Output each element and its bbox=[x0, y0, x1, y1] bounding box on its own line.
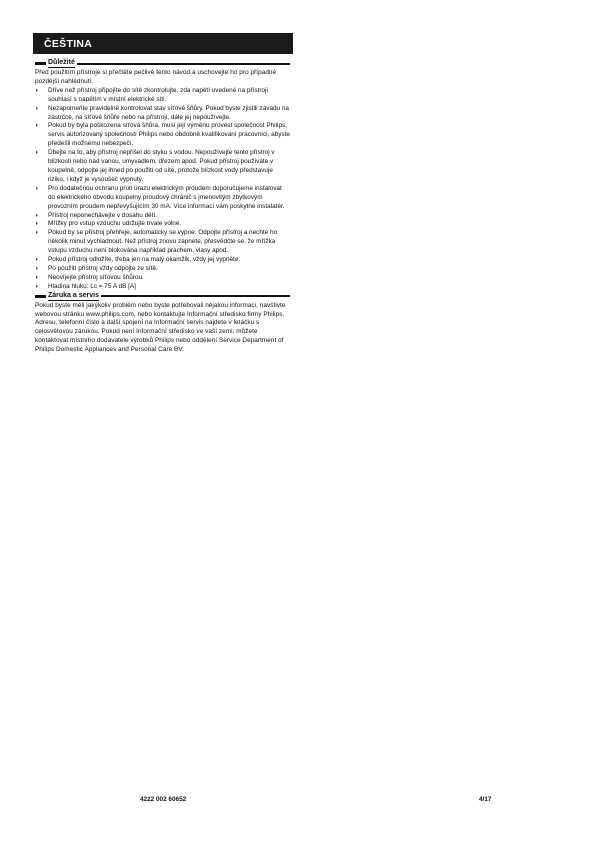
section-heading-text: Důležité bbox=[48, 59, 75, 66]
list-item-text: Dbejte na to, aby přístroj nepřišel do styku s vodou. Nepoužívejte tento přístroj v blízkosti nebo nad vanou, umyvadlem, dřezem apod. Pokud přístroj používáte v koupelně, odpojte jej ihned po použití od sítě, protože blízkost vody představuje riziko, i když je vysoušeč vypnutý. bbox=[48, 149, 275, 183]
list-item bbox=[35, 122, 290, 149]
triangle-bullet-icon: ◗ bbox=[35, 283, 39, 290]
list-item-text: Nezapomeňte pravidelně kontrolovat stav síťové šňůry. Pokud byste zjistili závadu na zástrčce, na síťové šňůře nebo na přístroji, dále jej nepoužívejte. bbox=[48, 104, 289, 121]
safety-list bbox=[35, 87, 290, 292]
list-item bbox=[35, 283, 290, 292]
section-heading-important bbox=[35, 59, 290, 68]
triangle-bullet-icon: ◗ bbox=[35, 150, 39, 157]
list-item bbox=[35, 185, 290, 212]
list-item-text: Hladina hluku: Lc = 75 A dB [A] bbox=[48, 282, 136, 290]
list-item bbox=[35, 105, 290, 123]
triangle-bullet-icon: ◗ bbox=[35, 212, 39, 219]
list-item-text: Neovíjejte přístroj síťovou šňůrou. bbox=[48, 273, 144, 281]
section-heading-warranty bbox=[35, 292, 290, 301]
warranty-paragraph: Pokud byste měli jakýkoliv problém nebo byste potřebovali nějakou informaci, navštivte webovou stránku www.philips.com, nebo kontaktujte Informační středisko firmy Philips. Adresu, telefonní číslo a další spojení na Informační servis najdete v letáčku s celosvětovou zárukou. Pokud není Informační středisko ve vaší zemi, můžete kontaktovat místního dodavatele výrobků Philips nebo oddělení Service Department of Philips Domestic Appliances and Personal Care BV. bbox=[35, 301, 286, 354]
list-item bbox=[35, 212, 290, 221]
section-heading-text: Záruka a servis bbox=[48, 291, 99, 299]
triangle-bullet-icon: ◗ bbox=[35, 185, 39, 192]
document-code: 4222 002 60652 bbox=[140, 796, 187, 803]
list-item bbox=[35, 220, 290, 229]
list-item bbox=[35, 256, 290, 265]
heading-rule-left bbox=[35, 62, 46, 65]
list-item-text: Po použití přístroj vždy odpojte ze sítě. bbox=[48, 264, 158, 272]
list-item-text: Dříve než přístroj připojíte do sítě zkontrolujte, zda napětí uvedené na přístroji souhlasí s napětím v místní elektrické síti. bbox=[48, 86, 268, 103]
triangle-bullet-icon: ◗ bbox=[35, 105, 39, 112]
language-header: ČEŠTINA bbox=[33, 33, 293, 54]
heading-rule-right bbox=[77, 63, 290, 65]
list-item bbox=[35, 87, 290, 105]
triangle-bullet-icon: ◗ bbox=[35, 221, 39, 228]
triangle-bullet-icon: ◗ bbox=[35, 265, 39, 272]
list-item-text: Mřížky pro vstup vzduchu udržujte trvale volné. bbox=[48, 220, 182, 228]
list-item bbox=[35, 265, 290, 274]
page-number: 4/17 bbox=[479, 796, 492, 803]
triangle-bullet-icon: ◗ bbox=[35, 257, 39, 264]
list-item-text: Pokud přístroj odložíte, třeba jen na malý okamžik, vždy jej vypněte. bbox=[48, 256, 241, 264]
triangle-bullet-icon: ◗ bbox=[35, 230, 39, 237]
list-item-text: Přístroj neponechávejte v dosahu dětí. bbox=[48, 211, 158, 219]
intro-paragraph: Před použitím přístroje si přečtěte pečlivě tento návod a uschovejte ho pro případné pozdější nahlédnutí. bbox=[35, 69, 277, 85]
triangle-bullet-icon: ◗ bbox=[35, 87, 39, 94]
list-item-text: Pokud by byla poškozena síťová šňůra, musí její výměnu provést společnost Philips, servis autorizovaný společností Philips nebo obdobně kvalifikovaní pracovníci, abyste předešli možnému nebezpečí. bbox=[48, 122, 290, 148]
triangle-bullet-icon: ◗ bbox=[35, 274, 39, 281]
list-item bbox=[35, 149, 290, 185]
heading-rule-left bbox=[35, 295, 46, 298]
list-item bbox=[35, 229, 290, 256]
document-body bbox=[35, 59, 290, 355]
heading-rule-right bbox=[101, 295, 290, 297]
list-item-text: Pro dodatečnou ochranu proti úrazu elektrickým proudem doporučujeme instalovat do elektrického obvodu koupelny proudový chránič s jmenovitým zbytkovým provozním proudem nepřevyšujícím 30 mA. Více informací vám poskytne instalatér. bbox=[48, 184, 285, 210]
list-item-text: Pokud by se přístroj přehřeje, automaticky se vypne. Odpojte přístroj a nechte ho několik minut vychladnout. Než přístroj znovu zapnete, přesvědčte se, že mřížka vstupu vzduchu není blokována například prachem, vlasy apod. bbox=[48, 229, 278, 255]
triangle-bullet-icon: ◗ bbox=[35, 123, 39, 130]
list-item bbox=[35, 274, 290, 283]
